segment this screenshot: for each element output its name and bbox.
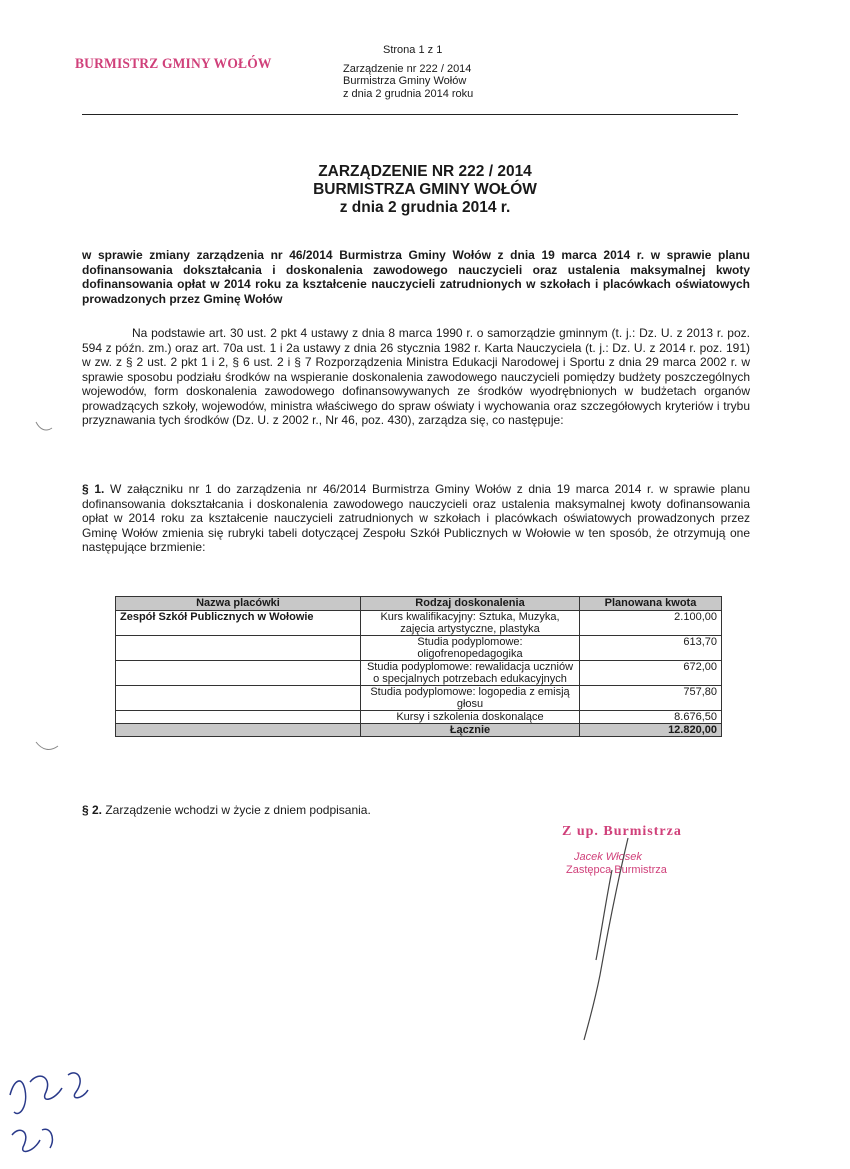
title-line-3: z dnia 2 grudnia 2014 r.: [339, 199, 511, 216]
header-line-3: z dnia 2 grudnia 2014 roku: [343, 87, 474, 100]
col-header-amount: Planowana kwota: [580, 597, 722, 611]
signature-stamp-line-2: Jacek Włosek: [574, 851, 642, 863]
cell-type: Kursy i szkolenia doskonalące: [361, 711, 580, 724]
cell-type: Kurs kwalifikacyjny: Sztuka, Muzyka, zajęcia artystyczne, plastyka: [361, 611, 580, 636]
cell-type: Studia podyplomowe: rewalidacja uczniów o specjalnych potrzebach edukacyjnych: [361, 661, 580, 686]
col-header-institution: Nazwa placówki: [116, 597, 361, 611]
margin-mark: [36, 422, 52, 430]
header-line-1: Zarządzenie nr 222 / 2014: [343, 62, 472, 75]
handwritten-signature: [584, 838, 628, 1040]
total-label: Łącznie: [361, 724, 580, 737]
cell-institution: Zespół Szkół Publicznych w Wołowie: [116, 611, 361, 636]
col-header-type: Rodzaj doskonalenia: [361, 597, 580, 611]
paragraph-1-label: § 1.: [82, 482, 105, 496]
total-value: 12.820,00: [580, 724, 722, 737]
cell-amount: 613,70: [580, 636, 722, 661]
title-line-1: ZARZĄDZENIE NR 222 / 2014: [318, 163, 532, 180]
cell-amount: 8.676,50: [580, 711, 722, 724]
stamp-burmistrz: BURMISTRZ GMINY WOŁÓW: [75, 56, 272, 72]
cell-amount: 757,80: [580, 686, 722, 711]
page-number: Strona 1 z 1: [383, 44, 443, 56]
paragraph-2-text: Zarządzenie wchodzi w życie z dniem podpisania.: [102, 803, 371, 817]
margin-mark: [36, 742, 58, 749]
preamble: Na podstawie art. 30 ust. 2 pkt 4 ustawy z dnia 8 marca 1990 r. o samorządzie gminnym (t. j.: Dz. U. z 2013 r. poz. 594 z późn. zm.) oraz art. 70a ust. 1 i 2a ustawy z dnia 26 stycznia 1982 r. Karta Nauczyciela (t. j.: Dz. U. z 2014 r. poz. 191) w zw. z § 2 ust. 2 pkt 1 i 2, § 6 ust. 2 i § 7 Rozporządzenia Ministra Edukacji Narodowej i Sportu z dnia 29 marca 2002 r. w sprawie sposobu podziału środków na wspieranie doskonalenia zawodowego nauczycieli pomiędzy budżety poszczególnych wojewodów, form doskonalenia zawodowego dofinansowywanych ze środków wyodrębnionych w budżetach organów prowadzących szkoły, wojewodów, ministra właściwego do spraw oświaty i wychowania oraz szczegółowych kryteriów i trybu przyznawania tych środków (Dz. U. z 2002 r., Nr 46, poz. 430), zarządza się, co następuje:: [82, 326, 750, 427]
cell-type: Studia podyplomowe: logopedia z emisją głosu: [361, 686, 580, 711]
cell-amount: 672,00: [580, 661, 722, 686]
cell-amount: 2.100,00: [580, 611, 722, 636]
paragraph-1-text: W załączniku nr 1 do zarządzenia nr 46/2014 Burmistrza Gminy Wołów z dnia 19 marca 2014 r. w sprawie planu dofinansowania dokształcania i doskonalenia zawodowego nauczycieli oraz ustalenia maksymalnej kwoty dofinansowania opłat w 2014 roku za kształcenie nauczycieli zatrudnionych w szkołach i placówkach oświatowych prowadzonych przez Gminę Wołów zmienia się rubryki tabeli dotyczącej Zespołu Szkół Publicznych w Wołowie w ten sposób, że otrzymują one następujące brzmienie:: [82, 482, 751, 554]
subject: w sprawie zmiany zarządzenia nr 46/2014 Burmistrza Gminy Wołów z dnia 19 marca 2014 r. w sprawie planu dofinansowania dokształcania i doskonalenia zawodowego nauczycieli oraz ustalenia maksymalnej kwoty dofinansowania opłat w 2014 roku za kształcenie nauczycieli zatrudnionych w szkołach i placówkach oświatowych prowadzonych przez Gminę Wołów: [82, 248, 750, 306]
signature-stamp-line-1: Z up. Burmistrza: [562, 824, 682, 839]
handwritten-initials: [10, 1073, 88, 1152]
header-line-2: Burmistrza Gminy Wołów: [343, 75, 467, 87]
cell-type: Studia podyplomowe: oligofrenopedagogika: [361, 636, 580, 661]
paragraph-2-label: § 2.: [82, 803, 103, 817]
signature-stamp-line-3: Zastępca Burmistrza: [566, 864, 667, 876]
title-line-2: BURMISTRZA GMINY WOŁÓW: [313, 181, 537, 198]
